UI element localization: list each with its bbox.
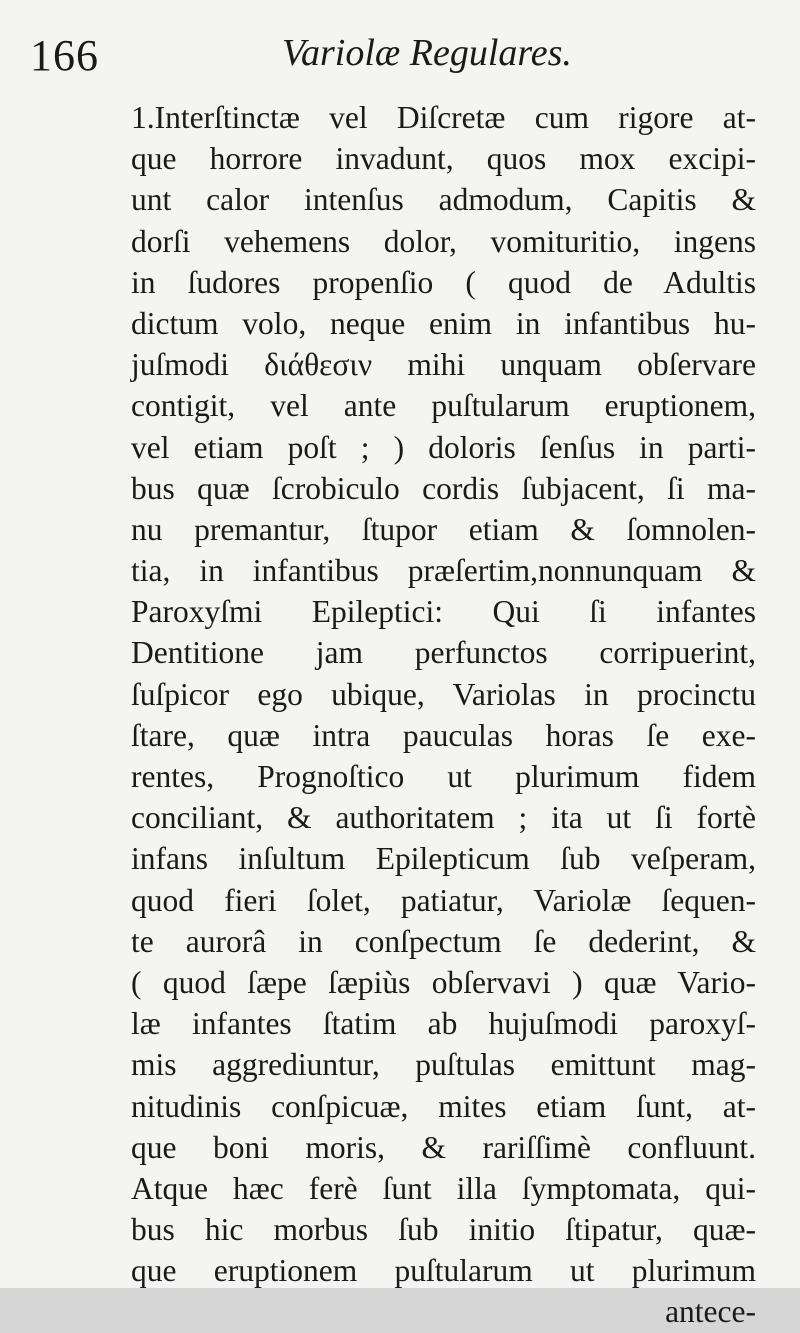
text-line: unt calor intenſus admodum, Capitis & — [131, 182, 756, 218]
text-line: conciliant, & authoritatem ; ita ut ſi fortè — [131, 800, 756, 836]
text-line: dictum volo, neque enim in infantibus hu- — [131, 305, 756, 341]
text-line: Paroxyſmi Epileptici: Qui ſi infantes — [131, 594, 756, 630]
text-line: Dentitione jam perfunctos corripuerint, — [131, 635, 756, 671]
text-line: rentes, Prognoſtico ut plurimum fidem — [131, 759, 756, 794]
running-title: Variolæ Regulares. — [282, 32, 572, 74]
text-line: ( quod ſæpe ſæpiùs obſervavi ) quæ Vario- — [131, 964, 756, 1000]
text-line: nitudinis conſpicuæ, mites etiam ſunt, at- — [131, 1088, 756, 1124]
text-line: que horrore invadunt, quos mox excipi- — [131, 141, 756, 177]
text-line: quod fieri ſolet, patiatur, Variolæ ſequen- — [131, 882, 756, 918]
text-line: nu premantur, ſtupor etiam & ſomnolen- — [131, 511, 756, 547]
text-line: que boni moris, & rariſſimè confluunt. — [131, 1129, 756, 1165]
text-line: in ſudores propenſio ( quod de Adultis — [131, 264, 756, 300]
text-line: infans inſultum Epilepticum ſub veſperam, — [131, 841, 756, 877]
text-line: bus hic morbus ſub initio ſtipatur, quæ- — [131, 1212, 756, 1248]
text-line: læ infantes ſtatim ab hujuſmodi paroxyſ- — [131, 1006, 756, 1042]
text-line: mis aggrediuntur, puſtulas emittunt mag- — [131, 1047, 756, 1083]
text-line: dorſi vehemens dolor, vomituritio, ingens — [131, 223, 756, 259]
text-line: ſuſpicor ego ubique, Variolas in procinctu — [131, 676, 756, 712]
page-number: 166 — [30, 31, 99, 80]
text-line: Atque hæc ferè ſunt illa ſymptomata, qui- — [131, 1170, 756, 1206]
text-line: contigit, vel ante puſtularum eruptionem, — [131, 388, 756, 424]
text-line: vel etiam poſt ; ) doloris ſenſus in parti- — [131, 429, 756, 465]
text-line: que eruptionem puſtularum ut plurimum — [131, 1253, 756, 1289]
text-line: te aurorâ in conſpectum ſe dederint, & — [131, 923, 756, 959]
text-line: bus quæ ſcrobiculo cordis ſubjacent, ſi ma- — [131, 470, 756, 506]
catchword: antece- — [665, 1294, 756, 1330]
text-line: 1.Interſtinctæ vel Diſcretæ cum rigore at- — [131, 100, 756, 135]
text-line: juſmodi διάθεσιν mihi unquam obſervare — [131, 347, 756, 383]
body-text — [131, 97, 756, 1333]
text-line: ſtare, quæ intra pauculas horas ſe exe- — [131, 717, 756, 753]
text-line: tia, in infantibus præſertim,nonnunquam & — [131, 553, 756, 589]
